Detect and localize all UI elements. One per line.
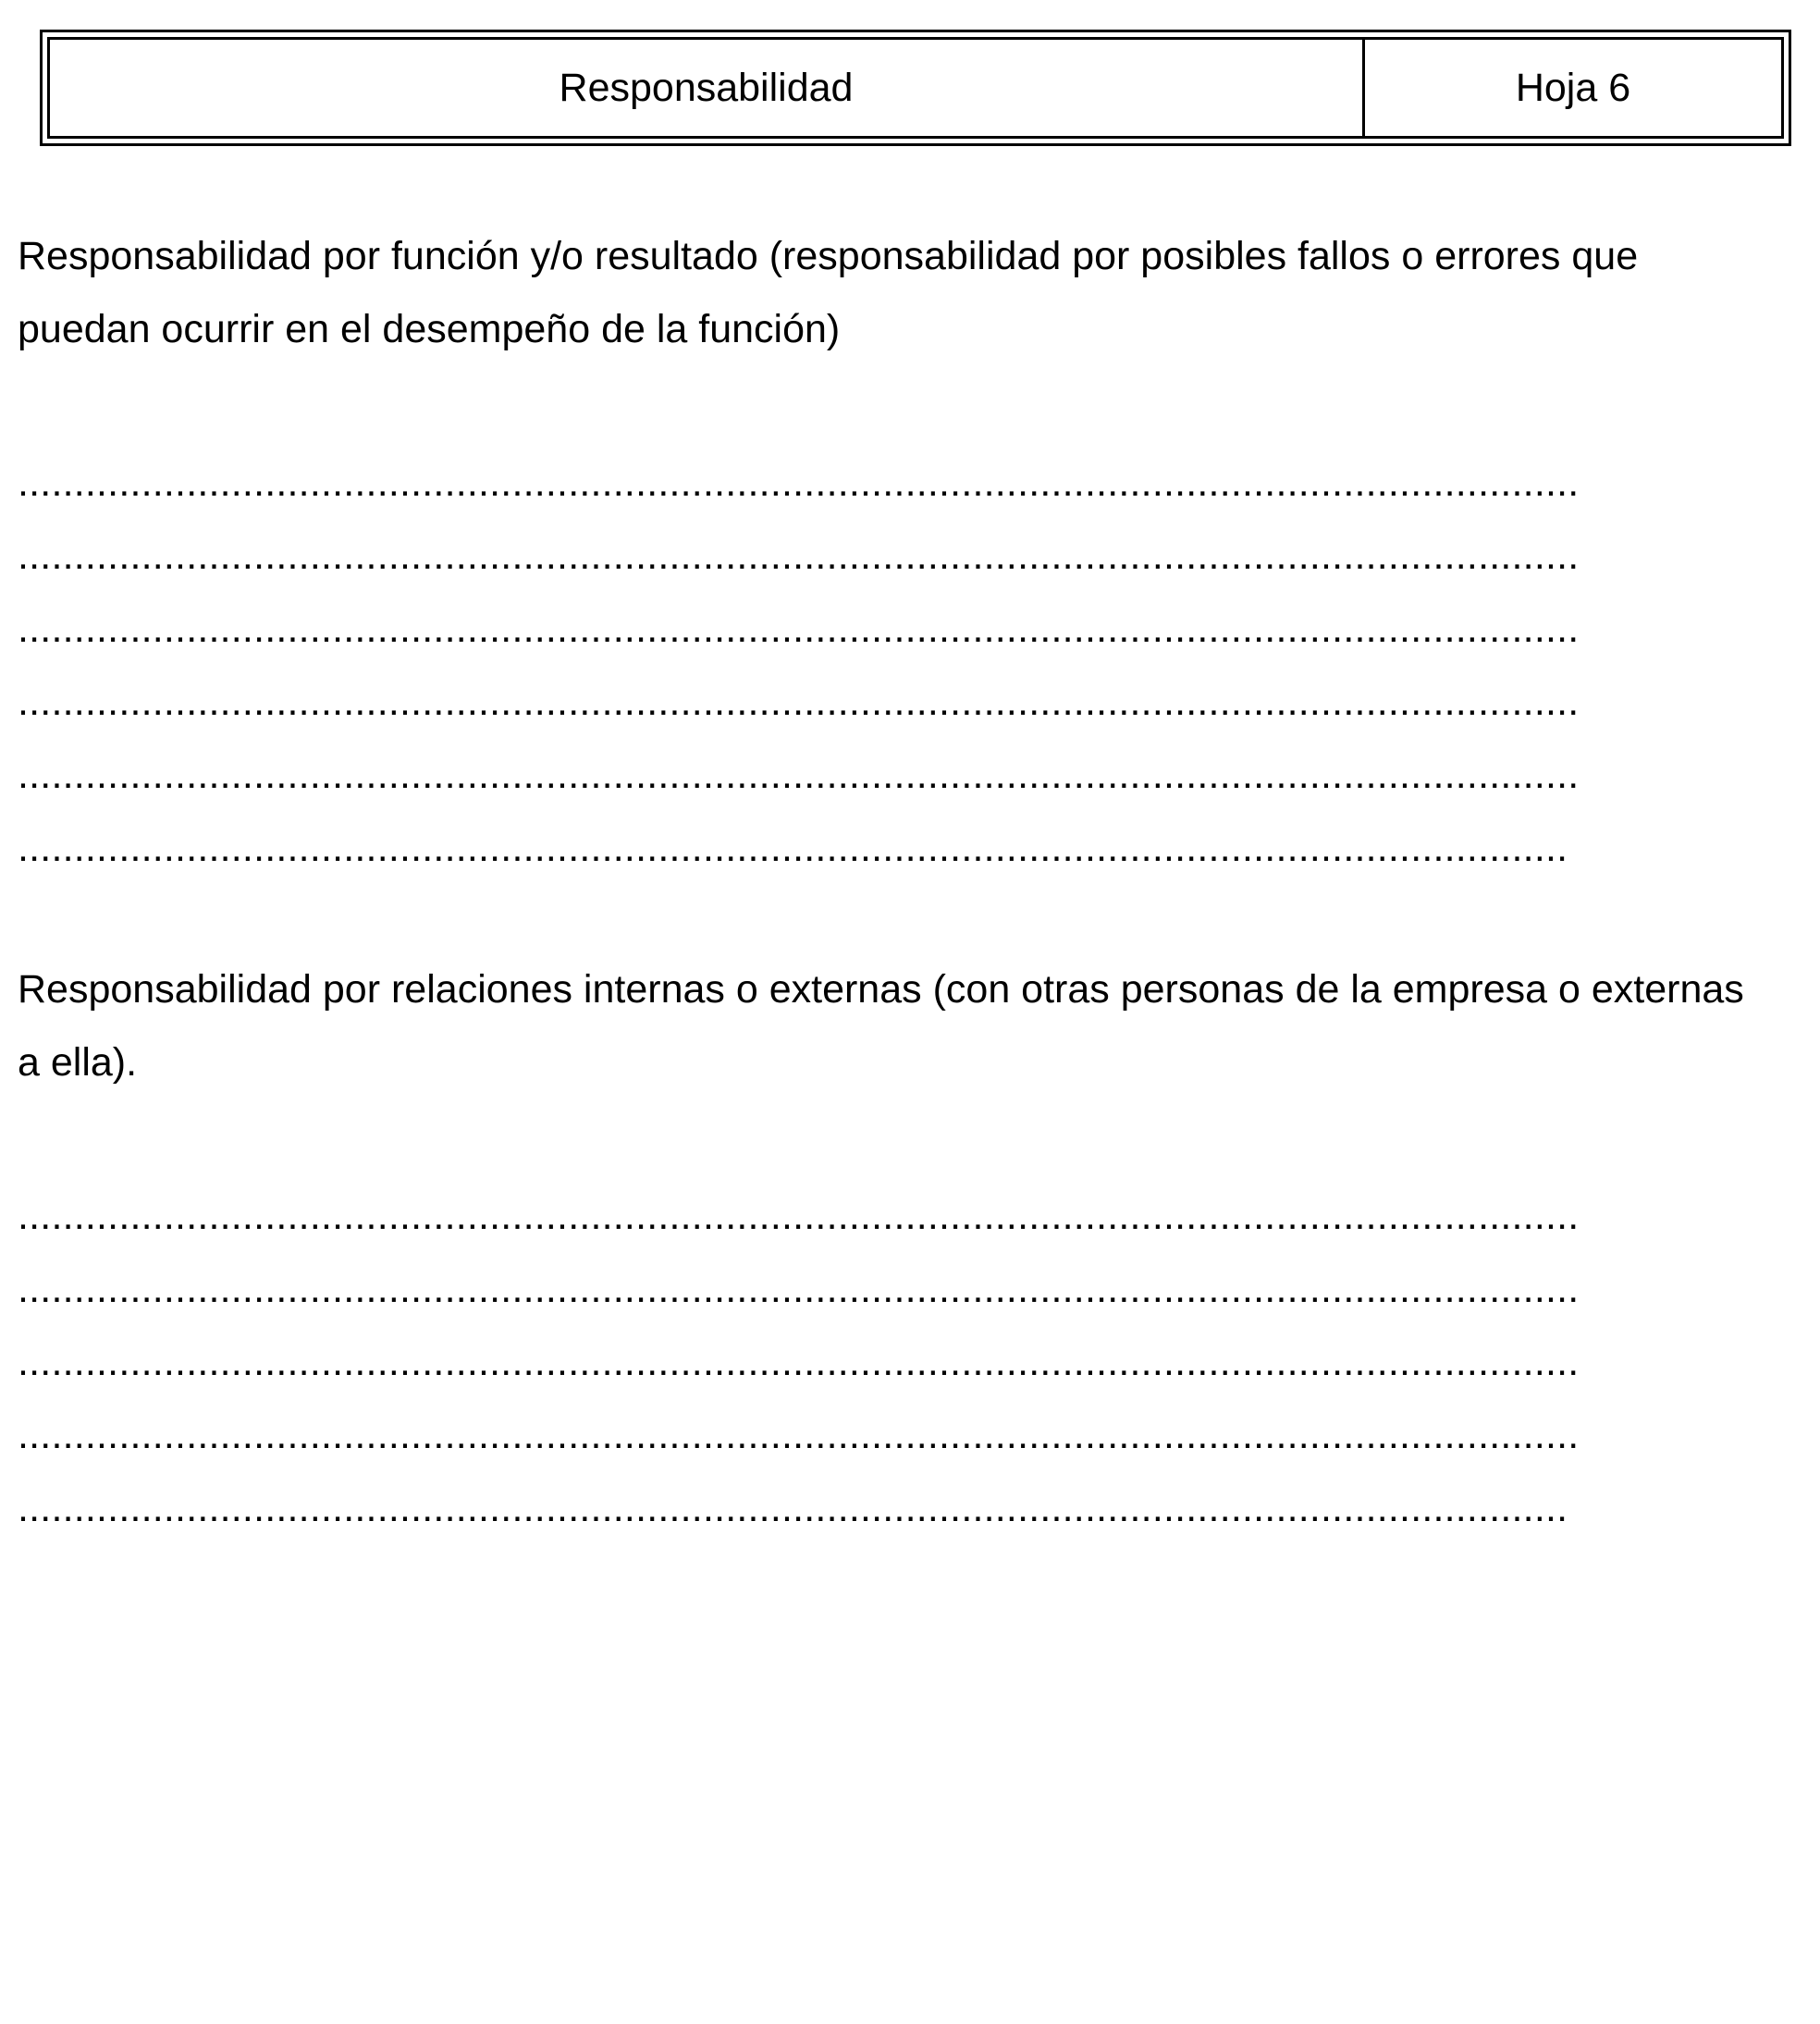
section-2-answer-line-3[interactable]: ...........................................................................................................................................	[18, 1340, 1580, 1384]
section-1-answer-line-6[interactable]: ..........................................................................................................................................	[18, 826, 1568, 870]
section-1-answer-line-5[interactable]: ...........................................................................................................................................	[18, 753, 1580, 797]
section-2-answer-line-2[interactable]: ...........................................................................................................................................	[18, 1267, 1580, 1311]
section-2-answer-line-1[interactable]: ...........................................................................................................................................	[18, 1194, 1580, 1238]
section-1-answer-line-3[interactable]: ...........................................................................................................................................	[18, 607, 1580, 651]
section-1-answer-line-2[interactable]: ...........................................................................................................................................	[18, 534, 1580, 578]
section-1-answer-line-4[interactable]: ...........................................................................................................................................	[18, 680, 1580, 724]
section-1-answer-line-1[interactable]: ...........................................................................................................................................	[18, 460, 1580, 505]
sheet-number: Hoja 6	[1515, 65, 1631, 110]
header-title: Responsabilidad	[50, 40, 1365, 136]
section-1-prompt: Responsabilidad por función y/o resultado (responsabilidad por posibles fallos o errores que puedan ocurrir en el desempeño de la función)	[18, 234, 1639, 351]
header-table	[40, 30, 1791, 146]
section-2-answer-line-5[interactable]: ..........................................................................................................................................	[18, 1486, 1568, 1530]
header-row	[47, 37, 1784, 139]
section-2-answer-line-4[interactable]: ...........................................................................................................................................	[18, 1413, 1580, 1457]
section-2-prompt: Responsabilidad por relaciones internas o externas (con otras personas de la empresa o externas a ella).	[18, 967, 1744, 1085]
